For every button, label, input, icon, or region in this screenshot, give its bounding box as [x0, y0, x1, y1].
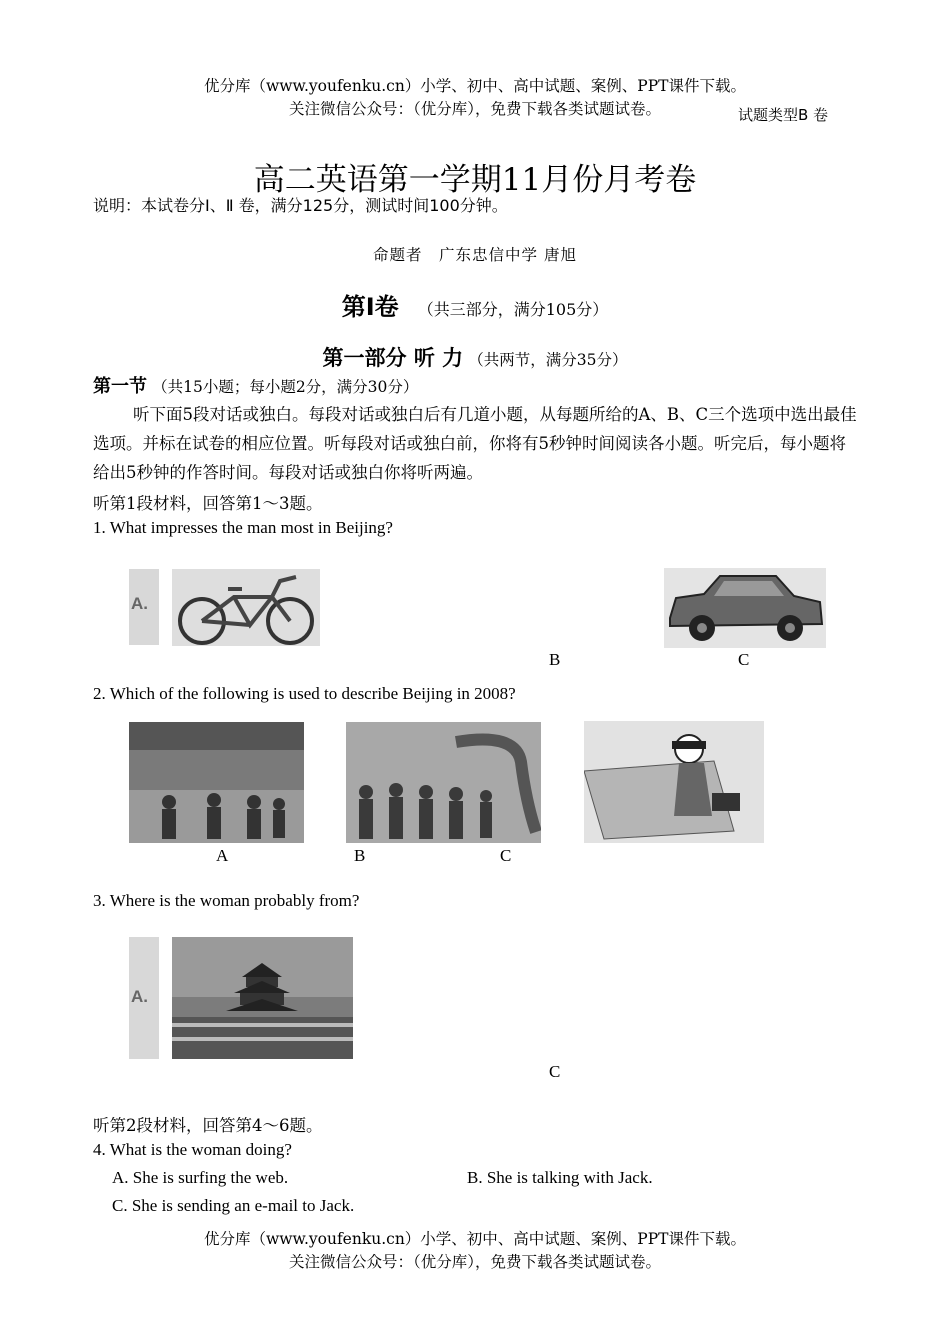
author-line: 命题者 广东忠信中学 唐旭: [373, 246, 577, 264]
q2-text: 2. Which of the following is used to describe Beijing in 2008?: [93, 684, 516, 703]
instructions-paragraph: 听下面5段对话或独白。每段对话或独白后有几道小题，从每题所给的A、B、C三个选项中选出最佳选项。并标在试卷的相应位置。听每段对话或独白前，你将有5秒钟时间阅读各小题。听完后，每小题将给出5秒钟的作答时间。每段对话或独白你将听两遍。: [93, 405, 857, 482]
q1-text: 1. What impresses the man most in Beijing?: [93, 518, 393, 537]
part1-subtitle: （共两节，满分35分）: [468, 351, 628, 369]
q1-option-a-label-box: [129, 569, 159, 645]
q2-option-b-label: B: [354, 846, 366, 865]
people-train-icon: [129, 722, 304, 843]
volume-title: 第Ⅰ卷: [341, 293, 399, 321]
volume-subtitle: （共三部分，满分105分）: [417, 300, 609, 319]
temple-icon: [172, 937, 353, 1059]
page-title: 高二英语第一学期11月份月考卷: [253, 162, 697, 198]
part1-title: 第一部分 听 力: [322, 346, 464, 370]
q2-option-c-label: C: [500, 846, 512, 865]
queue-icon: [346, 722, 541, 843]
footer-line-1: 优分库（www.youfenku.cn）小学、初中、高中试题、案例、PPT课件下载。: [203, 1230, 747, 1248]
section1-subtitle: （共15小题；每小题2分，满分30分）: [152, 378, 419, 396]
crowd-queue-image: [346, 722, 541, 843]
q3-option-a-label: A.: [131, 987, 148, 1006]
car-icon: [664, 568, 826, 648]
q4-option-c: C. She is sending an e-mail to Jack.: [112, 1196, 355, 1215]
q3-text: 3. Where is the woman probably from?: [93, 891, 360, 910]
volume-heading: [0, 287, 950, 322]
bicycle-icon: [172, 569, 320, 646]
q1-option-c-label: C: [738, 650, 750, 669]
header-line-1: 优分库（www.youfenku.cn）小学、初中、高中试题、案例、PPT课件下载。: [203, 77, 747, 95]
footer-line-2: 关注微信公众号：（优分库），免费下载各类试题试卷。: [288, 1253, 661, 1271]
q4-option-a: A. She is surfing the web.: [112, 1168, 289, 1187]
header-line-2: 关注微信公众号：（优分库），免费下载各类试题试卷。: [288, 100, 661, 118]
car-image: [664, 568, 826, 648]
exam-note: 说明：本试卷分Ⅰ、Ⅱ 卷，满分125分，测试时间100分钟。: [93, 196, 508, 215]
businessman-image: [584, 721, 764, 843]
material2-heading: 听第2段材料，回答第4～6题。: [93, 1116, 323, 1135]
bicycle-image: [172, 569, 320, 646]
q4-option-b: B. She is talking with Jack.: [467, 1168, 653, 1187]
material1-heading: 听第1段材料，回答第1～3题。: [93, 494, 323, 513]
q2-option-a-label: A: [216, 846, 229, 865]
q3-option-c-label: C: [549, 1062, 561, 1081]
q3-option-a-label-box: [129, 937, 159, 1059]
q1-option-a-label: A.: [131, 594, 148, 613]
q1-option-b-label: B: [549, 650, 561, 669]
part1-heading: [0, 342, 950, 372]
q4-text: 4. What is the woman doing?: [93, 1140, 292, 1159]
section1-title: 第一节: [93, 376, 147, 397]
crowd-train-image: [129, 722, 304, 843]
section1-heading: [93, 372, 418, 398]
exam-type: 试题类型B 卷: [738, 106, 829, 124]
temple-of-heaven-image: [172, 937, 353, 1059]
businessman-icon: [584, 721, 764, 843]
